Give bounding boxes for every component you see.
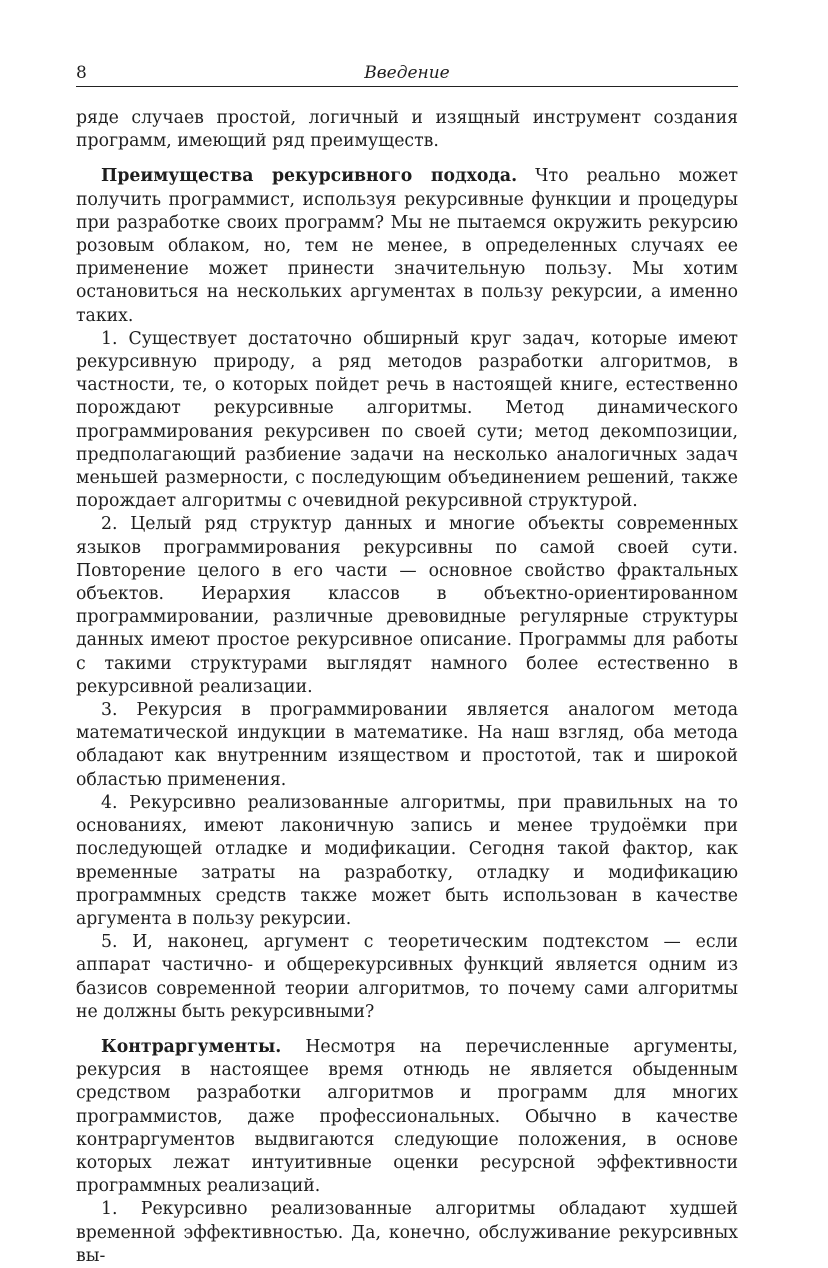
counterargument-item-1: 1. Рекурсивно реализованные алгоритмы обладают худшей временной эффективностью. Да, конечно, обслуживание рекурсивных вы-	[76, 1199, 738, 1266]
paragraph-continuation: ряде случаев простой, логичный и изящный инструмент создания программ, имеющий ряд преимуществ.	[76, 108, 738, 152]
advantage-item-4: 4. Рекурсивно реализованные алгоритмы, при правильных на то основаниях, имеют лаконичную запись и менее трудоёмки при последующей отладке и модификации. Сегодня такой фактор, как временные затраты на разработку, отладку и модификацию программных средств также может быть использован в качестве аргумента в пользу рекурсии.	[76, 792, 738, 929]
advantages-paragraph	[76, 165, 738, 327]
page-number: 8	[76, 63, 87, 83]
advantage-item-2: 2. Целый ряд структур данных и многие объекты современных языков программирования рекурсивны по самой своей сути. Повторение целого в его части — основное свойство фрактальных объектов. Иерархия классов в объектно-ориентированном программировании, различные древовидные регулярные структуры данных имеют простое рекурсивное описание. Программы для работы с такими структурами выглядят намного более естественно в рекурсивной реализации.	[76, 514, 738, 697]
running-title: Введение	[364, 63, 450, 83]
counterarguments-paragraph	[76, 1036, 738, 1198]
book-page	[76, 60, 738, 1268]
counterarguments-heading: Контраргументы.	[101, 1036, 282, 1057]
advantage-item-3: 3. Рекурсия в программировании является аналогом метода математической индукции в математике. На наш взгляд, оба метода обладают как внутренним изяществом и простотой, так и широкой областью применения.	[76, 700, 738, 790]
advantages-intro: Что реально может получить программист, используя рекурсивные функции и процедуры при разработке своих программ? Мы не пытаемся окружить рекурсию розовым облаком, но, тем не менее, в определенных случаях ее применение может принести значительную пользу. Мы хотим остановиться на нескольких аргументах в пользу рекурсии, а именно таких.	[76, 166, 738, 326]
page-header	[76, 60, 738, 87]
page-body	[76, 107, 738, 1268]
counterarguments-intro: Несмотря на перечисленные аргументы, рекурсия в настоящее время отнюдь не является обыденным средством разработки алгоритмов и программ для многих программистов, даже профессиональных. Обычно в качестве контраргументов выдвигаются следующие положения, в основе которых лежат интуитивные оценки ресурсной эффективности программных реализаций.	[76, 1036, 738, 1197]
advantage-item-1: 1. Существует достаточно обширный круг задач, которые имеют рекурсивную природу, а ряд методов разработки алгоритмов, в частности, те, о которых пойдет речь в настоящей книге, естественно порождают рекурсивные алгоритмы. Метод динамического программирования рекурсивен по своей сути; метод декомпозиции, предполагающий разбиение задачи на несколько аналогичных задач меньшей размерности, с последующим объединением решений, также порождает алгоритмы с очевидной рекурсивной структурой.	[76, 328, 738, 512]
advantage-item-5: 5. И, наконец, аргумент с теоретическим подтекстом — если аппарат частично- и общерекурсивных функций является одним из базисов современной теории алгоритмов, то почему сами алгоритмы не должны быть рекурсивными?	[76, 932, 738, 1022]
advantages-heading: Преимущества рекурсивного подхода.	[101, 166, 518, 187]
